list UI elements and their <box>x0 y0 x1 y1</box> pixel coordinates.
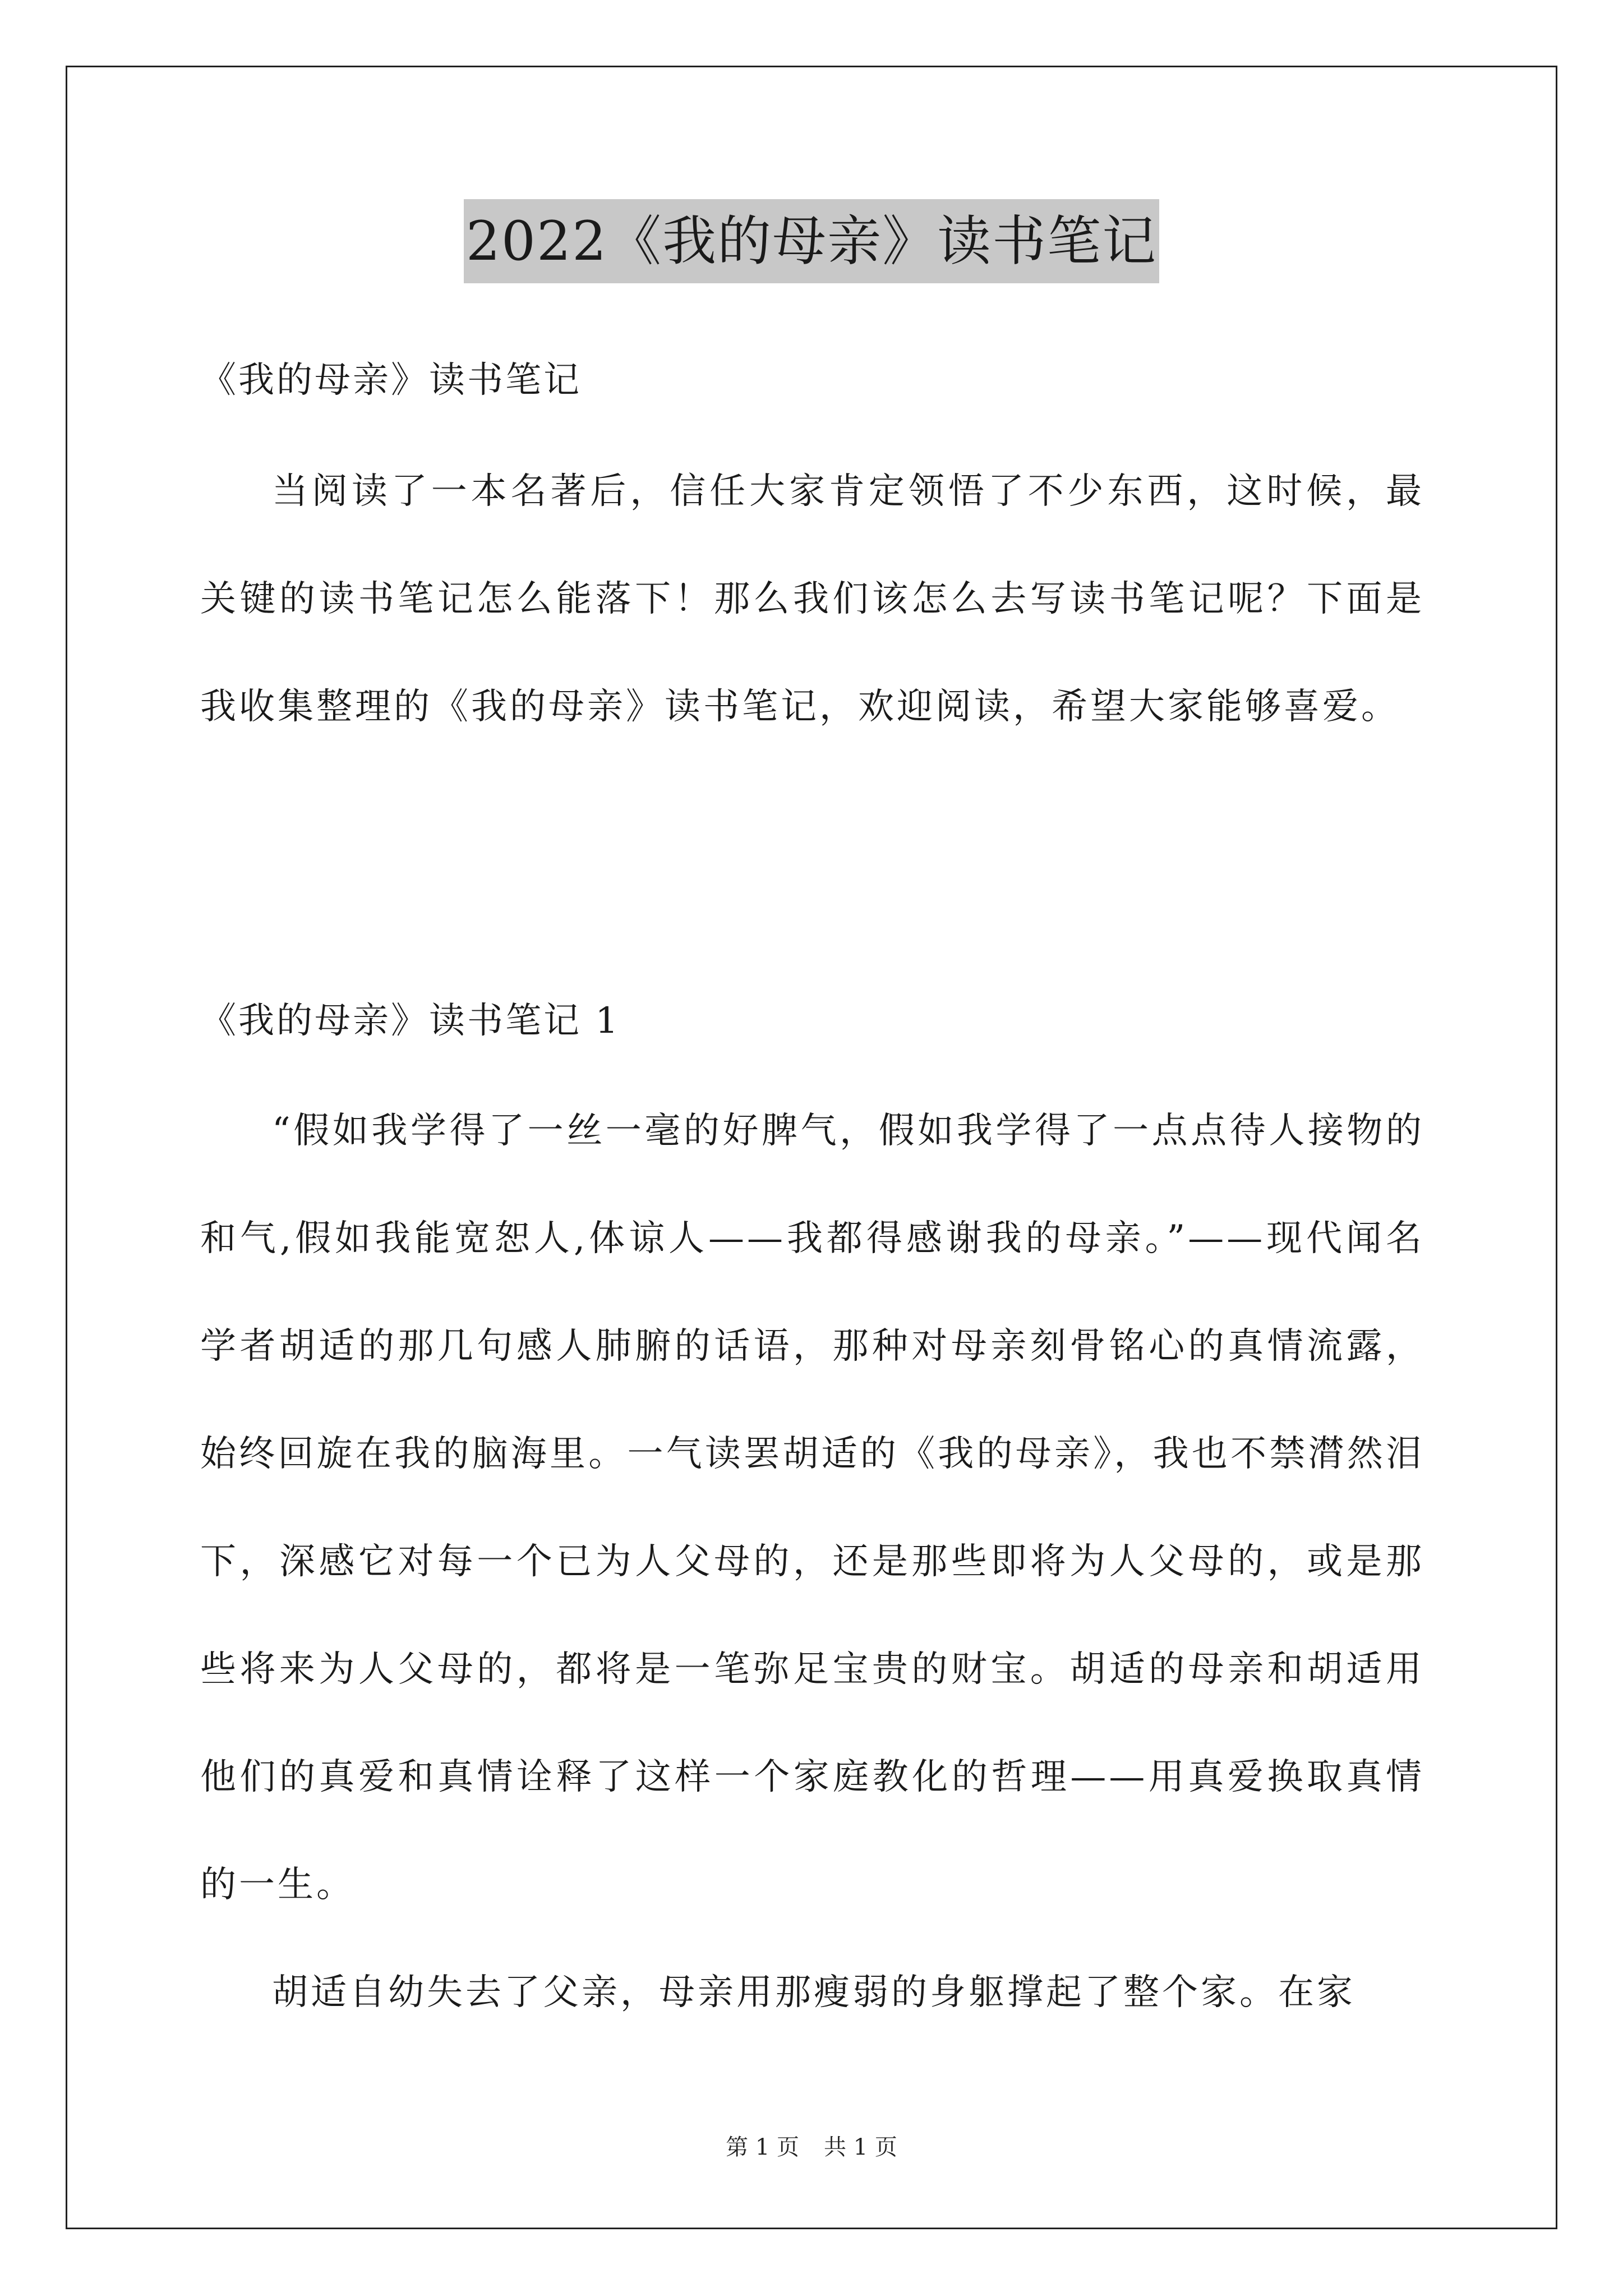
intro-paragraph: 当阅读了一本名著后，信任大家肯定领悟了不少东西，这时候，最关键的读书笔记怎么能落下！那么我们该怎么去写读书笔记呢？下面是我收集整理的《我的母亲》读书笔记，欢迎阅读，希望大家能够喜爱。 <box>200 471 1424 728</box>
body-paragraph: 胡适自幼失去了父亲，母亲用那瘦弱的身躯撑起了整个家。在家 <box>272 1972 1355 2013</box>
document-title-text: 2022《我的母亲》读书笔记 <box>464 199 1159 283</box>
total-pages: 共 1 页 <box>824 2134 897 2160</box>
page-number: 第 1 页 <box>726 2134 799 2160</box>
intro-heading: 《我的母亲》读书笔记 <box>200 360 582 401</box>
section-heading: 《我的母亲》读书笔记 1 <box>200 1000 621 1042</box>
document-title <box>0 199 1623 283</box>
section-body <box>200 1077 1424 2046</box>
page-footer <box>0 2131 1623 2164</box>
body-paragraph: “假如我学得了一丝一毫的好脾气，假如我学得了一点点待人接物的和气,假如我能宽恕人,体谅人——我都得感谢我的母亲。”——现代闻名学者胡适的那几句感人肺腑的话语，那种对母亲刻骨铭心的真情流露，始终回旋在我的脑海里。一气读罢胡适的《我的母亲》，我也不禁潸然泪下，深感它对每一个已为人父母的，还是那些即将为人父母的，或是那些将来为人父母的，都将是一笔弥足宝贵的财宝。胡适的母亲和胡适用他们的真爱和真情诠释了这样一个家庭教化的哲理——用真爱换取真情的一生。 <box>200 1110 1424 1906</box>
intro-section <box>200 438 1424 761</box>
